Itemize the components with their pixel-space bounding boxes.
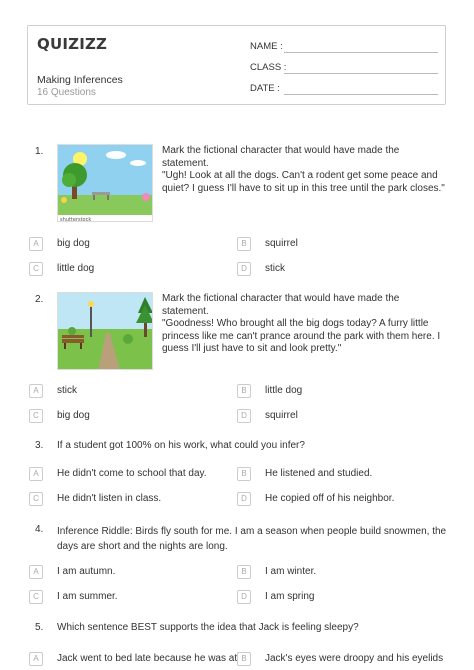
park-tree-image (57, 144, 153, 222)
question-line: Which sentence BEST supports the idea that Jack is feeling sleepy? (57, 622, 359, 633)
question-number: 5. (35, 622, 44, 633)
option-letter-c: C (29, 262, 43, 276)
option-label: He didn't come to school that day. (57, 468, 207, 479)
option-label: I am autumn. (57, 566, 116, 577)
option-letter-d: D (237, 262, 251, 276)
name-label: NAME : (250, 41, 283, 52)
question-line: If a student got 100% on his work, what could you infer? (57, 440, 305, 451)
option-letter-b: B (237, 565, 251, 579)
option-letter-a: A (29, 652, 43, 666)
option-letter-d: D (237, 409, 251, 423)
option-label: stick (57, 385, 77, 396)
option-label: stick (265, 263, 285, 274)
option-label: He didn't listen in class. (57, 493, 162, 504)
option-label: big dog (57, 238, 90, 249)
option-label: big dog (57, 410, 90, 421)
question-line: "Ugh! Look at all the dogs. Can't a rodent get some peace and (162, 170, 438, 181)
image-caption: shutterstock (60, 217, 92, 222)
worksheet-title: Making Inferences (37, 74, 123, 86)
date-line (284, 94, 438, 95)
option-letter-b: B (237, 384, 251, 398)
option-label: He listened and studied. (265, 468, 373, 479)
option-label: little dog (265, 385, 303, 396)
option-label: squirrel (265, 238, 298, 249)
park-path-image (57, 292, 153, 370)
option-label: He copied off of his neighbor. (265, 493, 395, 504)
question-line: princess like me can't prance around the park with them here. I (162, 330, 441, 342)
question-4-text (57, 524, 452, 554)
question-line: Mark the fictional character that would have made the (162, 145, 400, 156)
class-line (284, 73, 438, 74)
option-label: little dog (57, 263, 95, 274)
date-label: DATE : (250, 83, 280, 94)
option-letter-c: C (29, 409, 43, 423)
name-line (284, 52, 438, 53)
question-2-text (162, 293, 452, 356)
question-number: 4. (35, 524, 44, 535)
question-1-text (162, 145, 452, 195)
option-letter-a: A (29, 237, 43, 251)
option-letter-a: A (29, 467, 43, 481)
worksheet-header (27, 25, 446, 105)
question-number: 3. (35, 440, 44, 451)
question-3-text (57, 440, 452, 451)
option-label: Jack's eyes were droopy and his eyelids (265, 653, 444, 664)
question-line: "Goodness! Who brought all the big dogs today? A furry little (162, 318, 429, 329)
question-line: statement. (162, 157, 209, 169)
option-label: squirrel (265, 410, 298, 421)
option-label: I am spring (265, 591, 315, 602)
question-line: guess I'll just have to sit and look pretty." (162, 343, 342, 354)
question-line: Inference Riddle: Birds fly south for me. I am a season when people build snowmen, the (57, 526, 447, 537)
option-letter-c: C (29, 590, 43, 604)
question-line: Mark the fictional character that would have made the (162, 293, 400, 304)
question-5-text (57, 622, 452, 633)
option-letter-a: A (29, 384, 43, 398)
question-count: 16 Questions (37, 87, 96, 98)
option-letter-c: C (29, 492, 43, 506)
option-label: I am summer. (57, 591, 118, 602)
option-letter-d: D (237, 492, 251, 506)
question-number: 1. (35, 146, 44, 157)
question-line: days are short and the nights are long. (57, 541, 228, 552)
class-label: CLASS : (250, 62, 287, 73)
question-number: 2. (35, 294, 44, 305)
question-line: statement. (162, 305, 209, 317)
quizizz-logo: QUIZIZZ (37, 35, 108, 53)
option-label: I am winter. (265, 566, 317, 577)
option-letter-a: A (29, 565, 43, 579)
option-letter-b: B (237, 467, 251, 481)
option-letter-d: D (237, 590, 251, 604)
option-label: Jack went to bed late because he was at (57, 653, 238, 664)
option-letter-b: B (237, 237, 251, 251)
question-line: quiet? I guess I'll have to sit up in this tree until the park closes." (162, 182, 445, 194)
option-letter-b: B (237, 652, 251, 666)
